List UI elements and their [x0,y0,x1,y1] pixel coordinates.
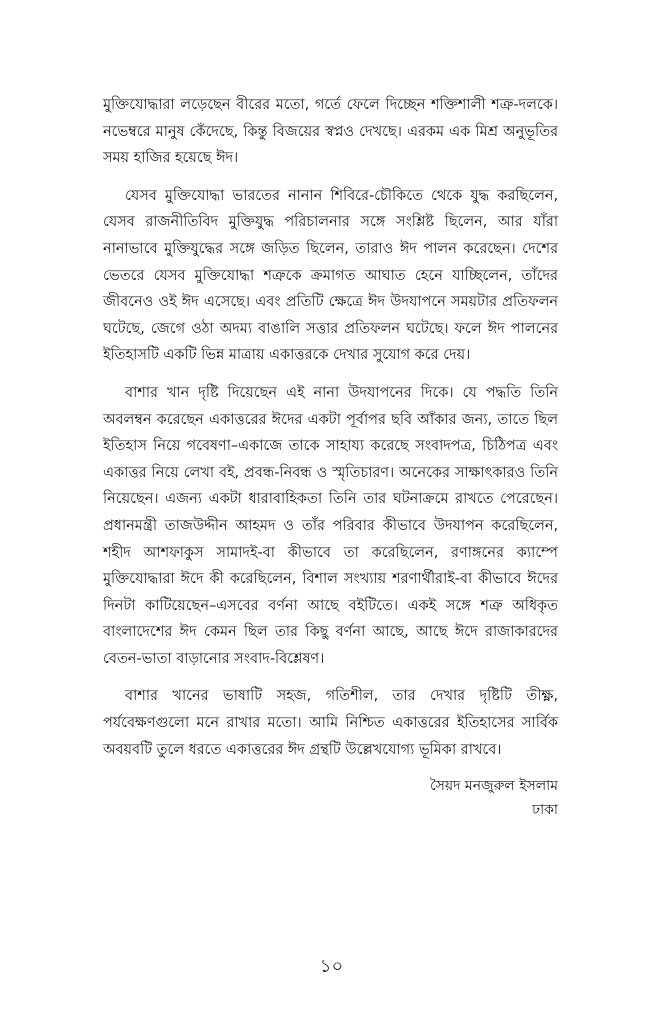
paragraph-4: বাশার খানের ভাষাটি সহজ, গতিশীল, তার দেখার দৃষ্টিটি তীক্ষ্ণ, পর্যবেক্ষণগুলো মনে রাখার মতো। আমি নিশ্চিত একাত্তরের ইতিহাসের সার্বিক অবয়বটি তুলে ধরতে একাত্তরের ঈদ গ্রন্থটি উল্লেখযোগ্য ভূমিকা রাখবে। [103,687,558,758]
page-number: ১০ [319,956,344,977]
author-place: ঢাকা [532,802,558,819]
paragraph-1: মুক্তিযোদ্ধারা লড়েছেন বীরের মতো, গর্তে ফেলে দিচ্ছেন শক্তিশালী শত্রু-দলকে। নভেম্বরে মানুষ কেঁদেছে, কিন্তু বিজয়ের স্বপ্নও দেখছে। এরকম এক মিশ্র অনুভূতির সময় হাজির হয়েছে ঈদ। [103,96,558,167]
signature-block [103,774,558,822]
paragraph-2: যেসব মুক্তিযোদ্ধা ভারতের নানান শিবিরে-চৌকিতে থেকে যুদ্ধ করছিলেন, যেসব রাজনীতিবিদ মুক্তিযুদ্ধ পরিচালনার সঙ্গে সংশ্লিষ্ট ছিলেন, আর যাঁরা নানাভাবে মুক্তিযুদ্ধের সঙ্গে জড়িত ছিলেন, তারাও ঈদ পালন করেছেন। দেশের ভেতরে যেসব মুক্তিযোদ্ধা শত্রুকে ক্রমাগত আঘাত হেনে যাচ্ছিলেন, তাঁদের জীবনেও ওই ঈদ এসেছে। এবং প্রতিটি ক্ষেত্রে ঈদ উদযাপনে সময়টার প্রতিফলন ঘটেছে, জেগে ওঠা অদম্য বাঙালি সত্তার প্রতিফলন ঘটেছে। ফলে ঈদ পালনের ইতিহাসটি একটি ভিন্ন মাত্রায় একাত্তরকে দেখার সুযোগ করে দেয়। [103,186,558,364]
paragraph-3: বাশার খান দৃষ্টি দিয়েছেন এই নানা উদযাপনের দিকে। যে পদ্ধতি তিনি অবলম্বন করেছেন একাত্তরের ঈদের একটা পূর্বাপর ছবি আঁকার জন্য, তাতে ছিল ইতিহাস নিয়ে গবেষণা–একাজে তাকে সাহায্য করেছে সংবাদপত্র, চিঠিপত্র এবং একাত্তর নিয়ে লেখা বই, প্রবন্ধ-নিবন্ধ ও স্মৃতিচারণ। অনেকের সাক্ষাৎকারও তিনি নিয়েছেন। এজন্য একটা ধারাবাহিকতা তিনি তার ঘটনাক্রমে রাখতে পেরেছেন। প্রধানমন্ত্রী তাজউদ্দীন আহমদ ও তাঁর পরিবার কীভাবে উদযাপন করেছিলেন, শহীদ আশফাকুস সামাদই-বা কীভাবে তা করেছিলেন, রণাঙ্গনের ক্যাম্পে মুক্তিযোদ্ধারা ঈদে কী করেছিলেন, বিশাল সংখ্যায় শরণার্থীরাই-বা কীভাবে ঈদের দিনটা কাটিয়েছেন–এসবের বর্ণনা আছে বইটিতে। একই সঙ্গে শত্রু অধিকৃত বাংলাদেশের ঈদ কেমন ছিল তার কিছু বর্ণনা আছে, আছে ঈদে রাজাকারদের বেতন-ভাতা বাড়ানোর সংবাদ-বিশ্লেষণ। [103,383,558,667]
author-name: সৈয়দ মনজুরুল ইসলাম [429,778,558,795]
page-body [103,92,558,822]
